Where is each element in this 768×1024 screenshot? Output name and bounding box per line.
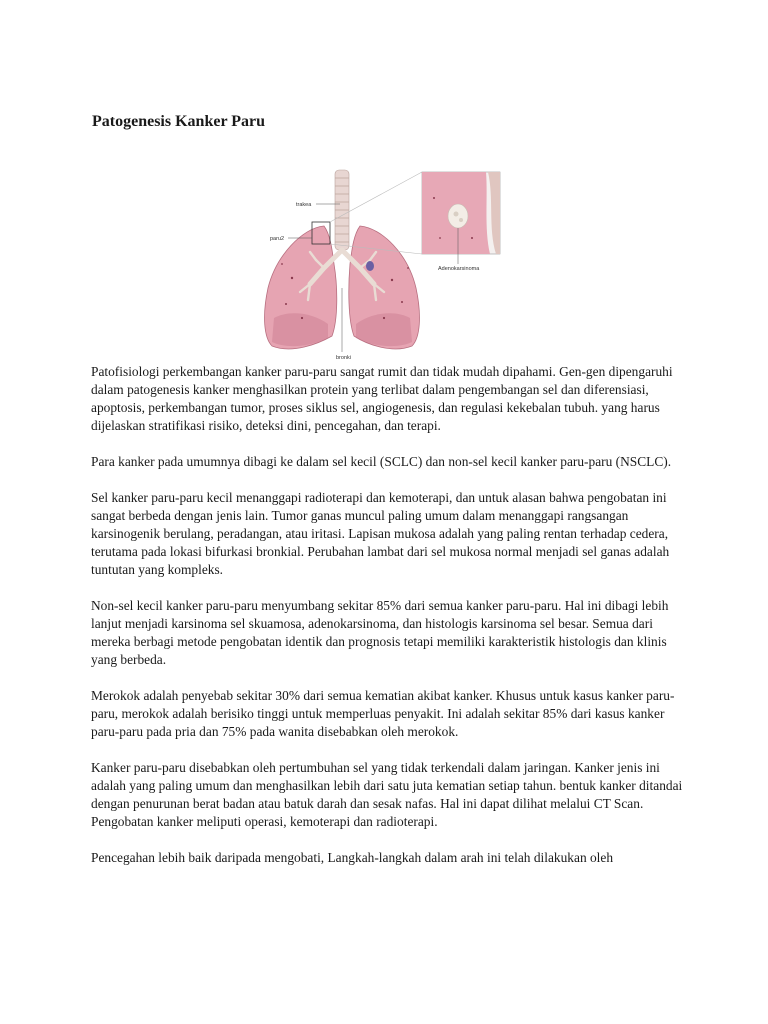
label-paru: paru2 [270, 236, 285, 242]
paragraph: Pencegahan lebih baik daripada mengobati, Langkah-langkah dalam arah ini telah dilakukan oleh [91, 850, 614, 865]
label-adenokarsinoma: Adenokarsinoma [438, 266, 480, 272]
label-trakea: trakea [296, 202, 312, 208]
paragraph: Patofisiologi perkembangan kanker paru-paru sangat rumit dan tidak mudah dipahami. Gen-gen dipengaruhi dalam patogenesis kanker menghasilkan protein yang terlibat dalam pengembangan sel dan diferensiasi, apoptosis, perkembangan tumor, proses siklus sel, angiogenesis, dan regulasi kekebalan tubuh. yang harus dijelaskan stratifikasi risiko, deteksi dini, pencegahan, dan terapi. [91, 364, 673, 433]
paragraph: Merokok adalah penyebab sekitar 30% dari semua kematian akibat kanker. Khusus untuk kasus kanker paru-paru, merokok adalah berisiko tinggi untuk memperluas penyakit. Ini adalah sekitar 85% dari kasus kanker paru-paru pada pria dan 75% pada wanita disebabkan oleh merokok. [91, 688, 675, 739]
paragraph: Para kanker pada umumnya dibagi ke dalam sel kecil (SCLC) dan non-sel kecil kanker paru-paru (NSCLC). [91, 454, 672, 469]
document-title: Patogenesis Kanker Paru [92, 113, 266, 130]
label-bronki: bronki [336, 355, 351, 361]
paragraph: Sel kanker paru-paru kecil menanggapi radioterapi dan kemoterapi, dan untuk alasan bahwa pengobatan ini sangat berbeda dengan jenis lain. Tumor ganas muncul paling umum dalam menanggapi rangsangan karsinogenik berulang, peradangan, atau iritasi. Lapisan mukosa adalah yang paling rentan terhadap cedera, terutama pada lokasi bifurkasi bronkial. Perubahan lambat dari sel mukosa normal menjadi sel ganas adalah tuntutan yang kompleks. [91, 490, 670, 577]
paragraph: Non-sel kecil kanker paru-paru menyumbang sekitar 85% dari semua kanker paru-paru. Hal ini dibagi lebih lanjut menjadi karsinoma sel skuamosa, adenokarsinoma, dan histologis karsinoma sel besar. Semua dari mereka berbagi metode pengobatan identik dan prognosis tetapi memiliki karakteristik histologis dan klinis yang berbeda. [91, 598, 669, 667]
paragraph: Kanker paru-paru disebabkan oleh pertumbuhan sel yang tidak terkendali dalam jaringan. Kanker jenis ini adalah yang paling umum dan menghasilkan lebih dari satu juta kematian setiap tahun. bentuk kanker ditandai dengan penurunan berat badan atau batuk darah dan sesak nafas. Hal ini dapat dilihat melalui CT Scan. Pengobatan kanker meliputi operasi, kemoterapi dan radioterapi. [91, 760, 683, 829]
document-body [91, 363, 691, 885]
lung-illustration [262, 168, 502, 362]
